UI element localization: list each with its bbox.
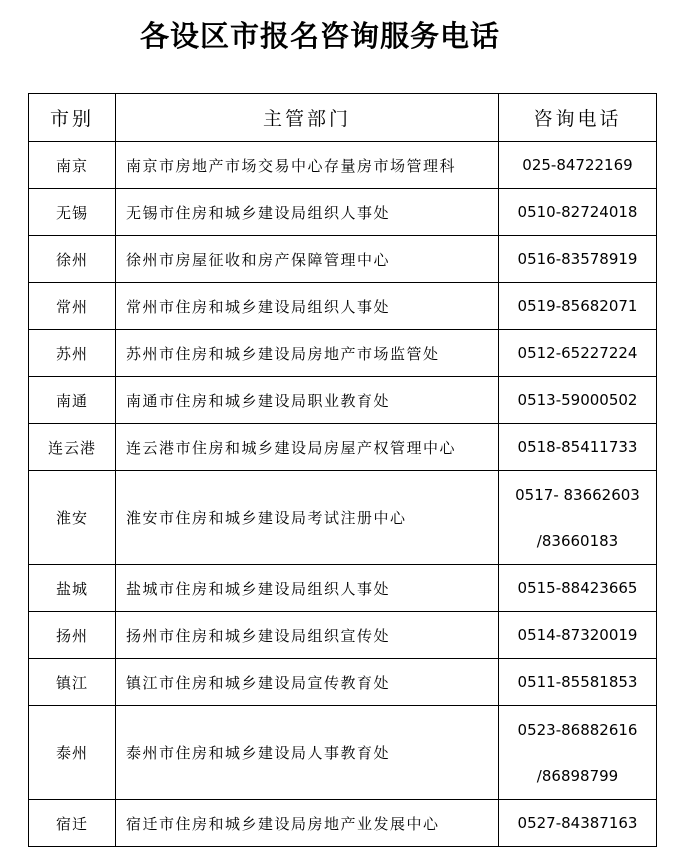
page-title: 各设区市报名咨询服务电话	[139, 19, 500, 53]
phone-cell	[499, 142, 657, 189]
phone-cell	[499, 471, 657, 565]
department-cell: 盐城市住房和城乡建设局组织人事处	[116, 565, 499, 612]
table-row	[29, 565, 657, 612]
table-row	[29, 377, 657, 424]
city-cell: 常州	[29, 283, 116, 330]
column-header-phone: 咨询电话	[499, 94, 657, 142]
city-cell: 苏州	[29, 330, 116, 377]
phone-number: 0523-86882616	[517, 720, 638, 739]
phone-number: 0515-88423665	[517, 579, 638, 597]
phone-cell	[499, 800, 657, 847]
phone-cell	[499, 424, 657, 471]
table-body	[29, 142, 657, 847]
phone-number: 0527-84387163	[517, 814, 638, 832]
phone-number: 0518-85411733	[517, 438, 638, 456]
phone-number: /86898799	[536, 766, 619, 785]
table-header	[29, 94, 657, 142]
table-row	[29, 283, 657, 330]
header-row	[29, 94, 657, 142]
phone-number: 0512-65227224	[517, 344, 638, 362]
phone-cell	[499, 706, 657, 800]
column-header-department: 主管部门	[116, 94, 499, 142]
city-cell: 镇江	[29, 659, 116, 706]
department-cell: 常州市住房和城乡建设局组织人事处	[116, 283, 499, 330]
phone-number: /83660183	[536, 531, 619, 550]
contact-table	[28, 93, 657, 847]
phone-cell	[499, 330, 657, 377]
city-cell: 盐城	[29, 565, 116, 612]
department-cell: 徐州市房屋征收和房产保障管理中心	[116, 236, 499, 283]
city-cell: 宿迁	[29, 800, 116, 847]
city-cell: 南京	[29, 142, 116, 189]
department-cell: 连云港市住房和城乡建设局房屋产权管理中心	[116, 424, 499, 471]
department-cell: 宿迁市住房和城乡建设局房地产业发展中心	[116, 800, 499, 847]
phone-cell	[499, 283, 657, 330]
phone-cell	[499, 659, 657, 706]
phone-cell	[499, 377, 657, 424]
phone-number: 0513-59000502	[517, 391, 638, 409]
phone-number: 0514-87320019	[517, 626, 638, 644]
phone-number: 0511-85581853	[517, 673, 638, 691]
table-row	[29, 612, 657, 659]
column-header-city: 市别	[29, 94, 116, 142]
city-cell: 连云港	[29, 424, 116, 471]
department-cell: 无锡市住房和城乡建设局组织人事处	[116, 189, 499, 236]
department-cell: 南京市房地产市场交易中心存量房市场管理科	[116, 142, 499, 189]
city-cell: 无锡	[29, 189, 116, 236]
phone-cell	[499, 612, 657, 659]
department-cell: 镇江市住房和城乡建设局宣传教育处	[116, 659, 499, 706]
phone-number: 025-84722169	[522, 156, 633, 174]
table-row	[29, 142, 657, 189]
table-row	[29, 330, 657, 377]
city-cell: 泰州	[29, 706, 116, 800]
city-cell: 徐州	[29, 236, 116, 283]
department-cell: 扬州市住房和城乡建设局组织宣传处	[116, 612, 499, 659]
table-row	[29, 236, 657, 283]
city-cell: 南通	[29, 377, 116, 424]
table-row	[29, 800, 657, 847]
department-cell: 苏州市住房和城乡建设局房地产市场监管处	[116, 330, 499, 377]
table-row	[29, 424, 657, 471]
table-row	[29, 706, 657, 800]
phone-cell	[499, 565, 657, 612]
phone-number: 0519-85682071	[517, 297, 638, 315]
city-cell: 淮安	[29, 471, 116, 565]
table-row	[29, 659, 657, 706]
phone-cell	[499, 236, 657, 283]
phone-number: 0517- 83662603	[515, 485, 640, 504]
table-row	[29, 471, 657, 565]
phone-number: 0516-83578919	[517, 250, 638, 268]
department-cell: 淮安市住房和城乡建设局考试注册中心	[116, 471, 499, 565]
department-cell: 泰州市住房和城乡建设局人事教育处	[116, 706, 499, 800]
table-row	[29, 189, 657, 236]
department-cell: 南通市住房和城乡建设局职业教育处	[116, 377, 499, 424]
city-cell: 扬州	[29, 612, 116, 659]
phone-cell	[499, 189, 657, 236]
phone-number: 0510-82724018	[517, 203, 638, 221]
